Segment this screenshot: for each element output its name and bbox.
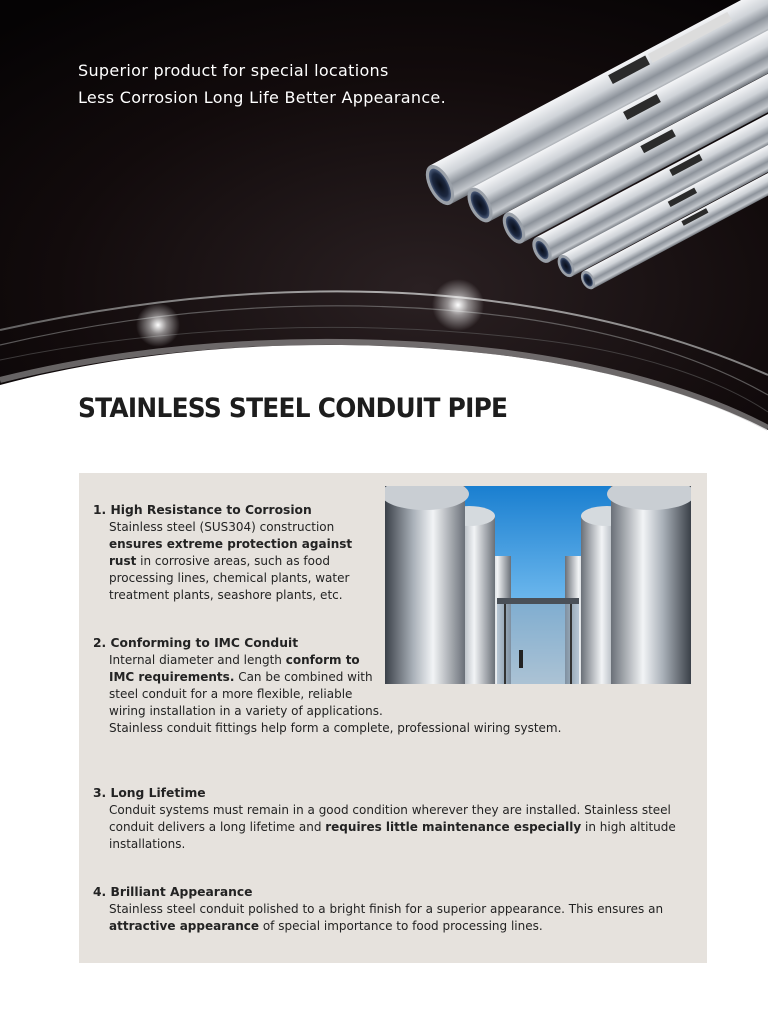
features-panel (79, 473, 707, 963)
feature-appearance (93, 884, 693, 935)
feature-body (93, 652, 693, 737)
feature-title: 1. High Resistance to Corrosion (93, 503, 312, 517)
hero-tagline-1: Superior product for special locations (78, 61, 389, 80)
feature-emphasis: ensures extreme protection against rust (109, 537, 353, 568)
feature-emphasis: conform to IMC requirements. (109, 653, 360, 684)
feature-text: Can be combined with steel conduit for a more flexible, reliable wiring installation in a variety of applications. (109, 670, 383, 718)
feature-title: 4. Brilliant Appearance (93, 885, 253, 899)
feature-text: Stainless conduit fittings help form a complete, professional wiring system. (109, 721, 562, 735)
feature-imc (93, 635, 693, 737)
feature-body (93, 519, 383, 604)
feature-text: in corrosive areas, such as food processing lines, chemical plants, water treatment plants, seashore plants, etc. (109, 554, 350, 602)
feature-text: in high altitude installations. (109, 820, 676, 851)
feature-title: 3. Long Lifetime (93, 786, 206, 800)
feature-body (93, 901, 693, 935)
feature-text: Conduit systems must remain in a good condition wherever they are installed. Stainless steel conduit delivers a long lifetime and (109, 803, 671, 834)
feature-text: Stainless steel conduit polished to a bright finish for a superior appearance. This ensures an (109, 902, 664, 916)
feature-text: Internal diameter and length (109, 653, 286, 667)
hero-tagline-2: Less Corrosion Long Life Better Appearance. (78, 88, 446, 107)
feature-text: Stainless steel (SUS304) construction (109, 520, 335, 534)
feature-corrosion (93, 502, 383, 604)
feature-emphasis: attractive appearance (109, 919, 260, 933)
feature-text-block (109, 652, 384, 720)
page-title: STAINLESS STEEL CONDUIT PIPE (78, 393, 508, 424)
feature-emphasis: requires little maintenance especially (325, 820, 582, 834)
feature-body (93, 802, 693, 853)
hero-banner (0, 0, 768, 445)
feature-title: 2. Conforming to IMC Conduit (93, 636, 299, 650)
feature-lifetime (93, 785, 693, 853)
feature-text: of special importance to food processing lines. (259, 919, 543, 933)
